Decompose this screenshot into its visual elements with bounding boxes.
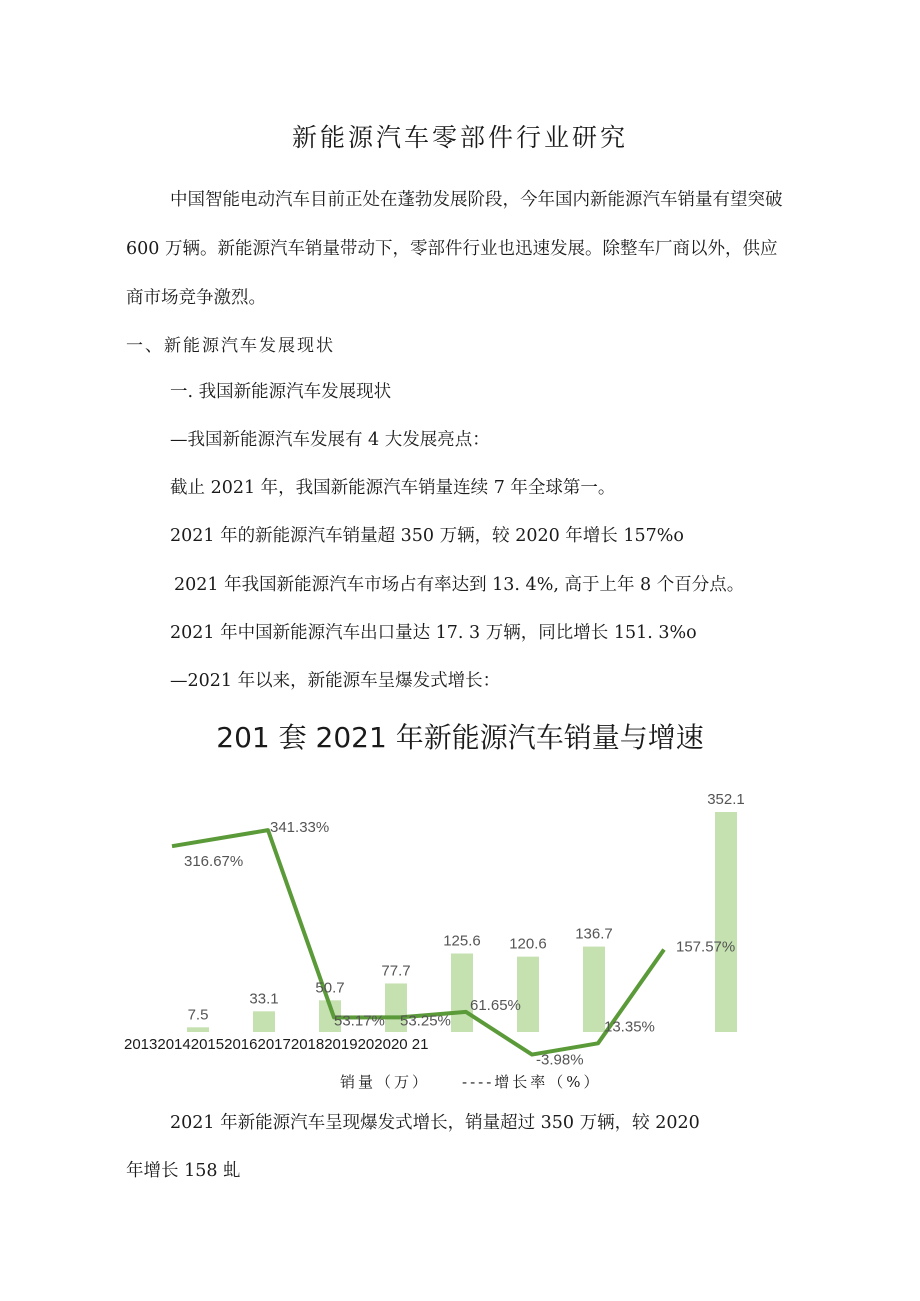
- growth-value-label: 157.57%: [676, 938, 736, 956]
- growth-value-label: 53.17%: [334, 1012, 385, 1030]
- closing-line-2: 年增长 158 虬: [126, 1161, 241, 1181]
- sales-value-label: 120.6: [509, 935, 547, 953]
- legend-sales: 销量（万）: [340, 1073, 431, 1091]
- highlight-item: 2021 年的新能源汽车销量超 350 万辆，较 2020 年增长 157%o: [170, 526, 684, 546]
- sales-value-label: 352.1: [707, 791, 745, 808]
- growth-value-label: 13.35%: [604, 1018, 655, 1036]
- sales-value-label: 7.5: [187, 1006, 209, 1024]
- sales-bar: [187, 1027, 209, 1032]
- growth-lead: —2021 年以来，新能源车呈爆发式增长：: [170, 671, 501, 691]
- sales-bar: [451, 954, 473, 1032]
- sales-value-label: 125.6: [443, 932, 481, 950]
- document-title: 新能源汽车零部件行业研究: [291, 123, 628, 152]
- x-axis-labels: 2013201420152016201720182019202020 21: [124, 1036, 429, 1053]
- highlight-item: 2021 年我国新能源汽车市场占有率达到 13. 4%, 高于上年 8 个百分点。: [174, 575, 745, 595]
- sales-bar: [517, 957, 539, 1032]
- sales-value-label: 33.1: [249, 990, 279, 1008]
- sales-value-label: 136.7: [575, 925, 613, 943]
- growth-value-label: 61.65%: [470, 996, 521, 1014]
- section-heading: 一、新能源汽车发展现状: [126, 336, 335, 356]
- intro-line-2: 600 万辆。新能源汽车销量带动下，零部件行业也迅速发展。除整车厂商以外，供应: [126, 239, 778, 259]
- sales-bar: [583, 947, 605, 1032]
- sales-value-label: 77.7: [381, 962, 411, 980]
- highlight-item: 截止 2021 年，我国新能源汽车销量连续 7 年全球第一。: [170, 478, 616, 498]
- sales-growth-chart: [120, 770, 780, 1070]
- sales-value-label: 50.7: [315, 979, 345, 997]
- growth-value-label: 53.25%: [400, 1012, 451, 1030]
- highlights-lead: —我国新能源汽车发展有 4 大发展亮点：: [170, 430, 490, 450]
- growth-value-label: 316.67%: [184, 853, 244, 871]
- closing-line-1: 2021 年新能源汽车呈现爆发式增长，销量超过 350 万辆，较 2020: [170, 1113, 700, 1133]
- sales-bar: [253, 1011, 275, 1032]
- intro-line-3: 商市场竞争激烈。: [126, 288, 266, 308]
- subsection-heading: 一. 我国新能源汽车发展现状: [170, 382, 392, 402]
- chart-title: 201 套 2021 年新能源汽车销量与增速: [216, 721, 704, 754]
- growth-value-label: 341.33%: [270, 819, 330, 837]
- legend-growth: ----增长率（%）: [462, 1073, 602, 1091]
- highlight-item: 2021 年中国新能源汽车出口量达 17. 3 万辆，同比增长 151. 3%o: [170, 623, 697, 643]
- intro-line-1: 中国智能电动汽车目前正处在蓬勃发展阶段，今年国内新能源汽车销量有望突破: [170, 190, 783, 210]
- growth-value-label: -3.98%: [536, 1051, 584, 1069]
- sales-bar: [715, 812, 737, 1032]
